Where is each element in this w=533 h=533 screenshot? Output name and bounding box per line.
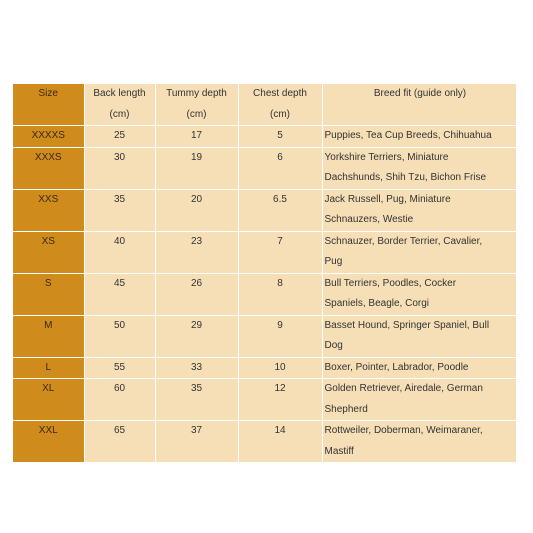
chest-depth-cell: 10 bbox=[238, 357, 322, 379]
back-length-cell: 45 bbox=[84, 273, 155, 315]
tummy-depth-cell: 29 bbox=[155, 315, 238, 357]
size-cell: XL bbox=[13, 379, 84, 421]
tummy-depth-cell: 35 bbox=[155, 379, 238, 421]
table-row bbox=[13, 189, 516, 231]
tummy-depth-cell: 26 bbox=[155, 273, 238, 315]
breed-fit-cell: Basset Hound, Springer Spaniel, Bull Dog bbox=[322, 315, 516, 357]
back-length-cell: 25 bbox=[84, 126, 155, 148]
size-chart-table bbox=[13, 84, 517, 463]
chest-depth-cell: 14 bbox=[238, 421, 322, 463]
header-back-length: Back length (cm) bbox=[84, 84, 155, 126]
table-row bbox=[13, 315, 516, 357]
table-row bbox=[13, 379, 516, 421]
header-breed-fit: Breed fit (guide only) bbox=[322, 84, 516, 126]
size-cell: XXXS bbox=[13, 147, 84, 189]
chest-depth-cell: 5 bbox=[238, 126, 322, 148]
table-row bbox=[13, 147, 516, 189]
back-length-cell: 35 bbox=[84, 189, 155, 231]
back-length-cell: 50 bbox=[84, 315, 155, 357]
tummy-depth-cell: 19 bbox=[155, 147, 238, 189]
size-cell: XXXXS bbox=[13, 126, 84, 148]
tummy-depth-cell: 33 bbox=[155, 357, 238, 379]
header-chest-depth: Chest depth (cm) bbox=[238, 84, 322, 126]
chest-depth-cell: 8 bbox=[238, 273, 322, 315]
tummy-depth-cell: 17 bbox=[155, 126, 238, 148]
chest-depth-cell: 12 bbox=[238, 379, 322, 421]
header-size: Size bbox=[13, 84, 84, 126]
chest-depth-cell: 6.5 bbox=[238, 189, 322, 231]
chest-depth-cell: 7 bbox=[238, 231, 322, 273]
size-cell: XS bbox=[13, 231, 84, 273]
table-row bbox=[13, 421, 516, 463]
size-cell: M bbox=[13, 315, 84, 357]
size-cell: S bbox=[13, 273, 84, 315]
breed-fit-cell: Golden Retriever, Airedale, German Shepherd bbox=[322, 379, 516, 421]
breed-fit-cell: Bull Terriers, Poodles, Cocker Spaniels, Beagle, Corgi bbox=[322, 273, 516, 315]
breed-fit-cell: Rottweiler, Doberman, Weimaraner, Mastiff bbox=[322, 421, 516, 463]
table-row bbox=[13, 231, 516, 273]
table-row bbox=[13, 357, 516, 379]
size-cell: L bbox=[13, 357, 84, 379]
tummy-depth-cell: 23 bbox=[155, 231, 238, 273]
back-length-cell: 55 bbox=[84, 357, 155, 379]
breed-fit-cell: Yorkshire Terriers, Miniature Dachshunds, Shih Tzu, Bichon Frise bbox=[322, 147, 516, 189]
header-row bbox=[13, 84, 516, 126]
back-length-cell: 40 bbox=[84, 231, 155, 273]
breed-fit-cell: Puppies, Tea Cup Breeds, Chihuahua bbox=[322, 126, 516, 148]
tummy-depth-cell: 20 bbox=[155, 189, 238, 231]
chest-depth-cell: 6 bbox=[238, 147, 322, 189]
back-length-cell: 30 bbox=[84, 147, 155, 189]
size-cell: XXL bbox=[13, 421, 84, 463]
tummy-depth-cell: 37 bbox=[155, 421, 238, 463]
table-row bbox=[13, 126, 516, 148]
back-length-cell: 65 bbox=[84, 421, 155, 463]
header-tummy-depth: Tummy depth (cm) bbox=[155, 84, 238, 126]
chest-depth-cell: 9 bbox=[238, 315, 322, 357]
size-cell: XXS bbox=[13, 189, 84, 231]
breed-fit-cell: Jack Russell, Pug, Miniature Schnauzers, Westie bbox=[322, 189, 516, 231]
table-row bbox=[13, 273, 516, 315]
breed-fit-cell: Schnauzer, Border Terrier, Cavalier, Pug bbox=[322, 231, 516, 273]
breed-fit-cell: Boxer, Pointer, Labrador, Poodle bbox=[322, 357, 516, 379]
back-length-cell: 60 bbox=[84, 379, 155, 421]
